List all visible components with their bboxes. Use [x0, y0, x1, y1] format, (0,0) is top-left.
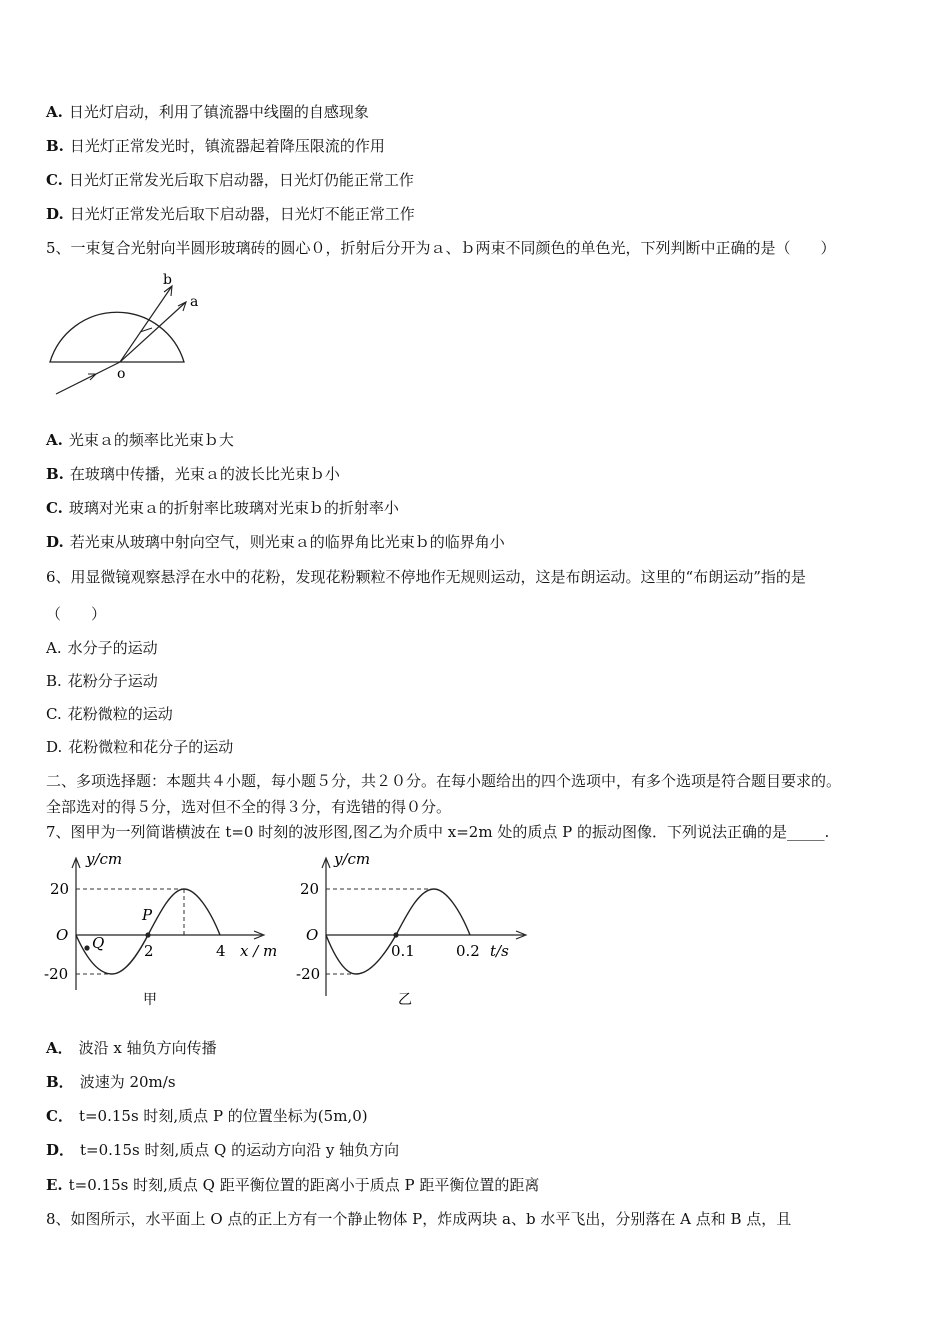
option-text: 日光灯正常发光后取下启动器，日光灯不能正常工作	[69, 205, 415, 223]
q4-option-c	[46, 170, 414, 190]
q5-stem: 5、一束复合光射向半圆形玻璃砖的圆心０，折射后分开为ａ、ｂ两束不同颜色的单色光，下列判断中正确的是（ ）	[46, 239, 836, 257]
q4-option-d	[46, 204, 415, 224]
option-text: 花粉微粒和花分子的运动	[68, 738, 234, 756]
q6-option-a	[46, 638, 158, 658]
q5-semicircle-figure	[44, 268, 214, 400]
q5-option-c	[46, 498, 399, 518]
option-text: t=0.15s 时刻,质点 Q 的运动方向沿 y 轴负方向	[80, 1141, 400, 1159]
option-label: C.	[46, 499, 63, 517]
option-label: B．	[46, 1073, 74, 1091]
q6-option-c	[46, 704, 173, 724]
x-tick-4: 4	[216, 942, 226, 960]
q6-stem-line2: （ ）	[46, 605, 107, 623]
point-p-dot	[145, 932, 150, 937]
origin-label: O	[306, 926, 319, 944]
y-tick-top: 20	[50, 880, 70, 898]
q7-graph-yi	[294, 848, 529, 1010]
t-axis-label: t/s	[490, 942, 509, 960]
option-text: 若光束从玻璃中射向空气，则光束ａ的临界角比光束ｂ的临界角小	[69, 533, 505, 551]
q7-option-b	[46, 1072, 176, 1092]
option-label: D.	[46, 738, 63, 756]
option-text: 波沿 x 轴负方向传播	[78, 1039, 217, 1057]
option-label: B.	[46, 465, 64, 483]
section2-line2: 全部选对的得５分，选对但不全的得３分，有选错的得０分。	[46, 798, 452, 816]
q7-graph-jia	[40, 848, 285, 1010]
option-text: 波速为 20m/s	[79, 1073, 176, 1091]
y-axis-label: y/cm	[86, 850, 123, 868]
option-label: B.	[46, 137, 64, 155]
ray-a	[120, 302, 186, 362]
option-label: A.	[46, 103, 63, 121]
caption-yi: 乙	[398, 992, 412, 1008]
x-tick-2: 2	[144, 942, 154, 960]
vibration-curve	[326, 889, 470, 974]
option-text: 日光灯启动，利用了镇流器中线圈的自感现象	[68, 103, 369, 121]
option-label: D.	[46, 533, 64, 551]
wave-curve	[76, 889, 220, 974]
q5-option-a	[46, 430, 234, 450]
y-axis-label: y/cm	[334, 850, 371, 868]
q7-option-c	[46, 1106, 368, 1126]
option-text: 日光灯正常发光后取下启动器，日光灯仍能正常工作	[68, 171, 414, 189]
option-text: 水分子的运动	[67, 639, 158, 657]
caption-jia: 甲	[143, 992, 157, 1008]
option-label: E.	[46, 1176, 63, 1194]
point-q-dot	[84, 945, 89, 950]
option-label: C.	[46, 705, 62, 723]
option-label: A．	[46, 1039, 73, 1057]
option-label: D．	[46, 1141, 75, 1159]
option-label: D.	[46, 205, 64, 223]
section2-line1: 二、多项选择题：本题共４小题，每小题５分，共２０分。在每小题给出的四个选项中，有多个选项是符合题目要求的。	[46, 772, 842, 790]
y-tick-bottom: -20	[296, 965, 321, 983]
option-label: A.	[46, 431, 63, 449]
t-tick-02: 0.2	[456, 942, 480, 960]
option-text: 花粉微粒的运动	[67, 705, 173, 723]
q7-option-e	[46, 1175, 539, 1195]
point-p-label: P	[142, 906, 153, 924]
q7-stem: 7、图甲为一列简谐横波在 t=0 时刻的波形图,图乙为介质中 x=2m 处的质点 P 的振动图像．下列说法正确的是_____.	[46, 823, 830, 841]
q6-option-d	[46, 737, 233, 757]
semicircle-glass	[50, 312, 184, 362]
option-text: 光束ａ的频率比光束ｂ大	[68, 431, 234, 449]
q7-option-a	[46, 1038, 217, 1058]
q6-option-b	[46, 671, 158, 691]
option-label: C.	[46, 171, 63, 189]
option-text: 玻璃对光束ａ的折射率比玻璃对光束ｂ的折射率小	[68, 499, 399, 517]
label-b: b	[163, 272, 172, 288]
option-label: A.	[46, 639, 62, 657]
label-o: o	[117, 366, 126, 382]
option-text: 日光灯正常发光时，镇流器起着降压限流的作用	[69, 137, 385, 155]
q8-stem: 8、如图所示，水平面上 O 点的正上方有一个静止物体 P，炸成两块 a、b 水平飞出，分别落在 A 点和 B 点，且	[46, 1210, 792, 1228]
q5-option-b	[46, 464, 340, 484]
option-text: t=0.15s 时刻,质点 Q 距平衡位置的距离小于质点 P 距平衡位置的距离	[68, 1176, 540, 1194]
y-tick-bottom: -20	[44, 965, 69, 983]
t-tick-01: 0.1	[391, 942, 415, 960]
y-tick-top: 20	[300, 880, 320, 898]
zero-crossing-dot	[393, 932, 398, 937]
incident-ray	[56, 362, 120, 394]
label-a: a	[190, 294, 199, 310]
x-axis-label: x / m	[240, 942, 278, 960]
ray-b	[120, 286, 172, 362]
option-label: B.	[46, 672, 62, 690]
q5-option-d	[46, 532, 505, 552]
q7-option-d	[46, 1140, 399, 1160]
q4-option-a	[46, 102, 369, 122]
q6-stem-line1: 6、用显微镜观察悬浮在水中的花粉，发现花粉颗粒不停地作无规则运动，这是布朗运动。这里的“布朗运动”指的是	[46, 568, 806, 586]
origin-label: O	[56, 926, 69, 944]
option-text: 花粉分子运动	[67, 672, 158, 690]
option-label: C．	[46, 1107, 73, 1125]
point-q-label: Q	[92, 934, 105, 952]
q4-option-b	[46, 136, 385, 156]
option-text: t=0.15s 时刻,质点 P 的位置坐标为(5m,0)	[78, 1107, 368, 1125]
option-text: 在玻璃中传播，光束ａ的波长比光束ｂ小	[69, 465, 340, 483]
